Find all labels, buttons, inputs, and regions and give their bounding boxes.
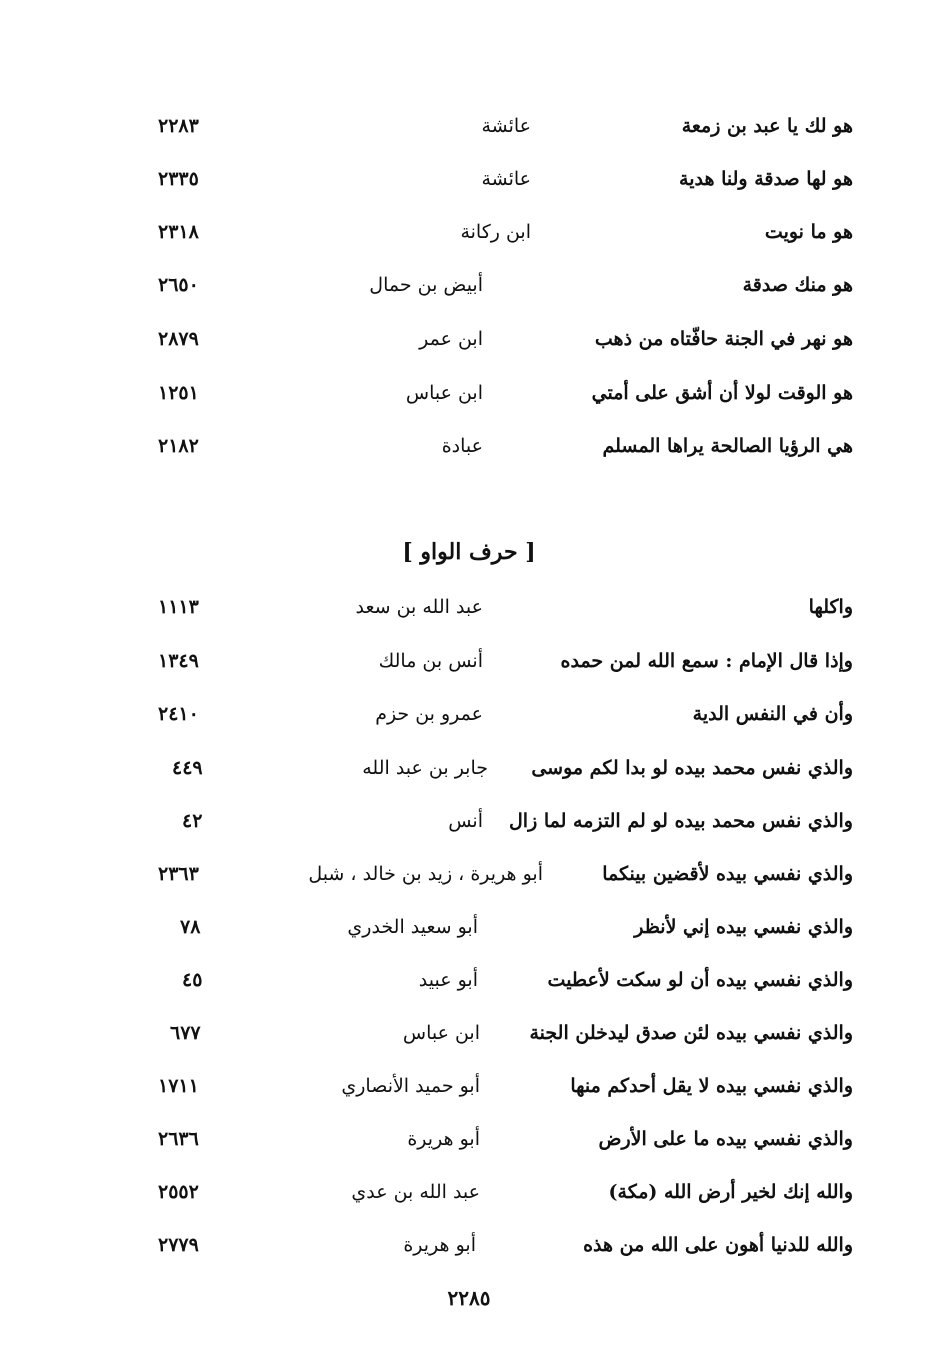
index-entry [0, 106, 938, 146]
hadith-number: ٢٣٦٣ [158, 863, 199, 885]
narrator-name: أبو عبيد [418, 969, 478, 991]
index-entry [0, 1066, 938, 1106]
hadith-number: ٢٦٥٠ [158, 274, 199, 296]
hadith-number: ٢٣١٨ [158, 221, 199, 243]
narrator-name: عبد الله بن سعد [355, 596, 483, 618]
narrator-name: ابن عمر [419, 328, 483, 350]
narrator-name: عبادة [441, 435, 483, 457]
hadith-text: وأن في النفس الدية [692, 703, 853, 725]
index-entry [0, 641, 938, 681]
hadith-number: ٢٣٣٥ [158, 168, 199, 190]
index-entry [0, 907, 938, 947]
hadith-text: واكلها [808, 596, 853, 618]
hadith-number: ١٧١١ [158, 1075, 199, 1097]
hadith-text: والذي نفسي بيده أن لو سكت لأعطيت [547, 969, 853, 991]
hadith-text: والذي نفسي بيده ما على الأرض [598, 1128, 853, 1150]
index-entry [0, 854, 938, 894]
index-entry [0, 1119, 938, 1159]
index-entry [0, 265, 938, 305]
index-entry [0, 319, 938, 359]
narrator-name: أبو حميد الأنصاري [341, 1075, 480, 1097]
index-entry [0, 373, 938, 413]
narrator-name: أبو هريرة [403, 1234, 476, 1256]
hadith-number: ١٣٤٩ [158, 650, 199, 672]
index-entry [0, 694, 938, 734]
narrator-name: عائشة [481, 168, 531, 190]
hadith-text: والذي نفسي بيده لئن صدق ليدخلن الجنة [529, 1022, 853, 1044]
hadith-text: والذي نفس محمد بيده لو لم التزمه لما زال [509, 810, 853, 832]
index-entry [0, 1172, 938, 1212]
hadith-text: هو نهر في الجنة حافّتاه من ذهب [594, 328, 853, 350]
hadith-text: والذي نفسي بيده إني لأنظر [634, 916, 853, 938]
hadith-text: والذي نفسي بيده لا يقل أحدكم منها [570, 1075, 853, 1097]
hadith-number: ٤٢ [182, 810, 203, 832]
hadith-number: ٧٨ [180, 916, 201, 938]
narrator-name: أبو هريرة ، زيد بن خالد ، شبل [308, 863, 543, 885]
narrator-name: ابن ركانة [460, 221, 531, 243]
narrator-name: ابن عباس [405, 382, 483, 404]
hadith-text: والله للدنيا أهون على الله من هذه [583, 1234, 853, 1256]
hadith-number: ٢٨٧٩ [158, 328, 199, 350]
index-entry [0, 1013, 938, 1053]
hadith-number: ٤٥ [182, 969, 203, 991]
hadith-text: هو ما نويت [764, 221, 853, 243]
narrator-name: ابن عباس [402, 1022, 480, 1044]
section-heading: [ حرف الواو ] [402, 539, 536, 565]
index-entry [0, 1225, 938, 1265]
narrator-name: أنس بن مالك [378, 650, 483, 672]
narrator-name: أبو سعيد الخدري [347, 916, 478, 938]
hadith-text: هي الرؤيا الصالحة يراها المسلم [602, 435, 853, 457]
hadith-number: ٢٢٨٣ [158, 115, 199, 137]
hadith-text: والذي نفسي بيده لأقضين بينكما [602, 863, 853, 885]
index-entry [0, 587, 938, 627]
narrator-name: جابر بن عبد الله [362, 757, 488, 779]
hadith-number: ١٢٥١ [158, 382, 199, 404]
hadith-number: ٢٥٥٢ [158, 1181, 199, 1203]
hadith-number: ٢٦٣٦ [158, 1128, 199, 1150]
index-entry [0, 748, 938, 788]
narrator-name: عائشة [481, 115, 531, 137]
hadith-text: وإذا قال الإمام : سمع الله لمن حمده [560, 650, 853, 672]
hadith-number: ٤٤٩ [172, 757, 203, 779]
index-entry [0, 960, 938, 1000]
narrator-name: أبو هريرة [407, 1128, 480, 1150]
hadith-number: ٢٤١٠ [158, 703, 199, 725]
hadith-text: والله إنك لخير أرض الله (مكة) [608, 1181, 853, 1203]
hadith-number: ١١١٣ [158, 596, 199, 618]
index-entry [0, 801, 938, 841]
page-number: ٢٢٨٥ [447, 1286, 491, 1310]
hadith-text: والذي نفس محمد بيده لو بدا لكم موسى [531, 757, 853, 779]
hadith-text: هو الوقت لولا أن أشق على أمتي [591, 382, 853, 404]
narrator-name: أبيض بن حمال [369, 274, 483, 296]
index-entry [0, 212, 938, 252]
hadith-number: ٢١٨٢ [158, 435, 199, 457]
narrator-name: عبد الله بن عدي [351, 1181, 480, 1203]
narrator-name: عمرو بن حزم [375, 703, 483, 725]
hadith-text: هو لها صدقة ولنا هدية [679, 168, 853, 190]
narrator-name: أنس [448, 810, 483, 832]
index-entry [0, 426, 938, 466]
hadith-text: هو لك يا عبد بن زمعة [681, 115, 853, 137]
hadith-number: ٦٧٧ [170, 1022, 201, 1044]
hadith-text: هو منك صدقة [742, 274, 853, 296]
index-entry [0, 159, 938, 199]
hadith-number: ٢٧٧٩ [158, 1234, 199, 1256]
